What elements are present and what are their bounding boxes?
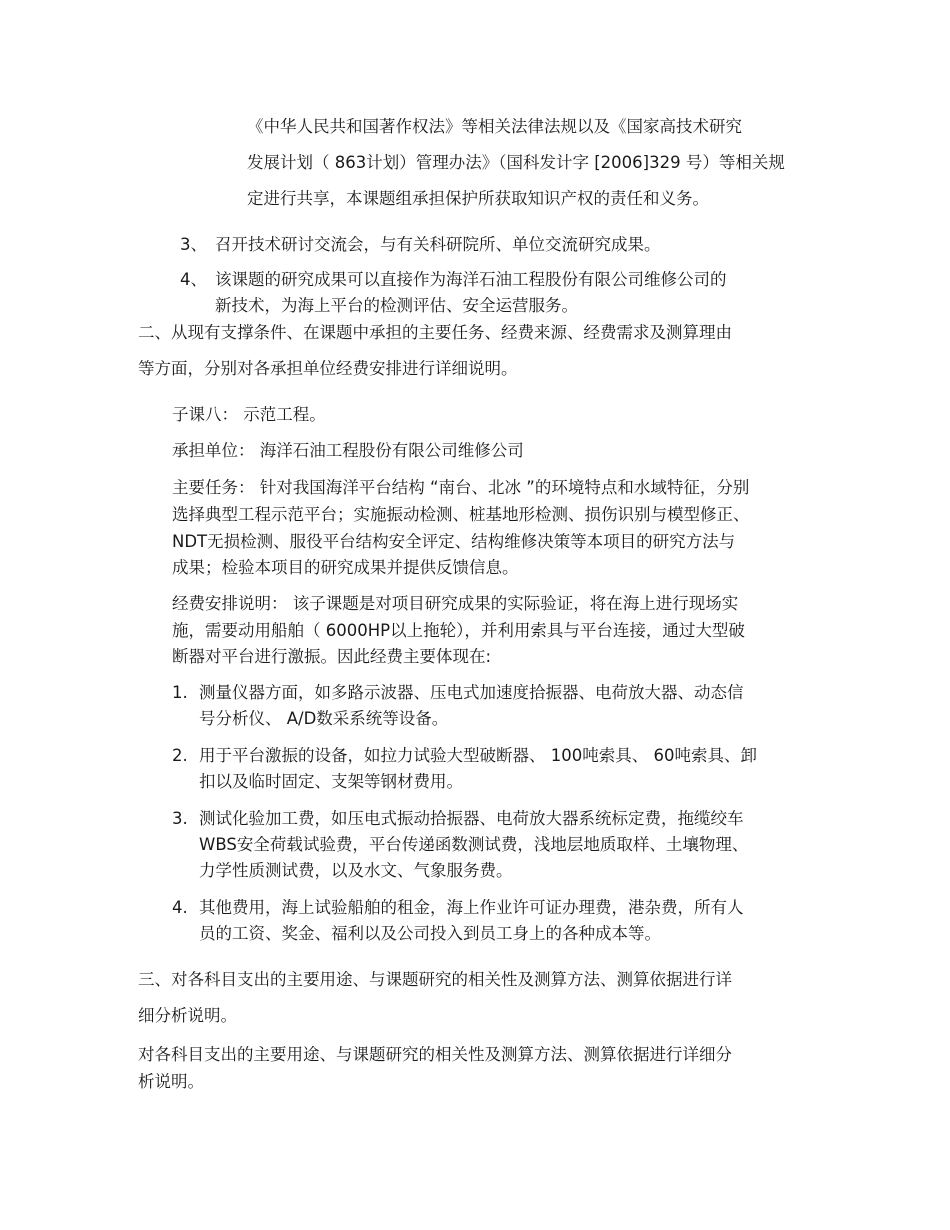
budget-item-text: 测量仪器方面，如多路示波器、压电式加速度拾振器、电荷放大器、动态信	[199, 683, 744, 702]
list-item-text: 新技术，为海上平台的检测评估、安全运营服务。	[215, 296, 578, 315]
sub-budget-line-3: 断器对平台进行激振。因此经费主要体现在:	[172, 647, 492, 666]
budget-item-text: 员的工资、奖金、福利以及公司投入到员工身上的各种成本等。	[199, 924, 661, 943]
list-item-text: 该课题的研究成果可以直接作为海洋石油工程股份有限公司维修公司的	[215, 270, 727, 289]
budget-item-number: 4.	[172, 898, 188, 917]
sub-tasks-line-1: 主要任务： 针对我国海洋平台结构 “南台、北冰 ”的环境特点和水域特征，分别	[172, 478, 750, 497]
budget-item-text: 力学性质测试费，以及水文、气象服务费。	[199, 861, 513, 880]
closing-line-2: 析说明。	[138, 1072, 204, 1091]
list-item-number: 4、	[180, 270, 207, 289]
section-3-line-2: 细分析说明。	[138, 1006, 237, 1025]
list-item-number: 3、	[180, 235, 207, 254]
section-2-line-1: 二、从现有支撑条件、在课题中承担的主要任务、经费来源、经费需求及测算理由	[138, 323, 732, 342]
budget-item-text: 其他费用，海上试验船舶的租金，海上作业许可证办理费，港杂费，所有人	[199, 898, 744, 917]
sub-budget-line-1: 经费安排说明： 该子课题是对项目研究成果的实际验证，将在海上进行现场实	[172, 594, 739, 613]
intro-line-2: 发展计划（ 863计划）管理办法》（国科发计字 [2006]329 号）等相关规	[247, 153, 785, 172]
budget-item-text: 号分析仪、 A/D数采系统等设备。	[199, 709, 449, 728]
closing-line-1: 对各科目支出的主要用途、与课题研究的相关性及测算方法、测算依据进行详细分	[138, 1045, 732, 1064]
intro-line-1: 《中华人民共和国著作权法》等相关法律法规以及《国家高技术研究	[247, 117, 742, 136]
budget-item-number: 3.	[172, 809, 188, 828]
intro-line-3: 定进行共享，本课题组承担保护所获取知识产权的责任和义务。	[247, 189, 709, 208]
sub-tasks-line-4: 成果；检验本项目的研究成果并提供反馈信息。	[172, 558, 519, 577]
budget-item-text: WBS安全荷载试验费，平台传递函数测试费，浅地层地质取样、土壤物理、	[199, 835, 749, 854]
budget-item-number: 1.	[172, 683, 188, 702]
budget-item-text: 测试化验加工费，如压电式振动拾振器、电荷放大器系统标定费，拖缆绞车	[199, 809, 744, 828]
sub-subject: 子课八： 示范工程。	[172, 405, 326, 424]
budget-item-text: 扣以及临时固定、支架等钢材费用。	[199, 772, 463, 791]
section-3-line-1: 三、对各科目支出的主要用途、与课题研究的相关性及测算方法、测算依据进行详	[138, 970, 732, 989]
sub-tasks-line-2: 选择典型工程示范平台；实施振动检测、桩基地形检测、损伤识别与模型修正、	[172, 505, 750, 524]
sub-budget-line-2: 施，需要动用船舶（ 6000HP以上拖轮），并利用索具与平台连接，通过大型破	[172, 621, 745, 640]
budget-item-text: 用于平台激振的设备，如拉力试验大型破断器、 100吨索具、 60吨索具、卸	[199, 746, 757, 765]
budget-item-number: 2.	[172, 746, 188, 765]
sub-unit: 承担单位： 海洋石油工程股份有限公司维修公司	[172, 441, 524, 460]
sub-tasks-line-3: NDT无损检测、服役平台结构安全评定、结构维修决策等本项目的研究方法与	[172, 532, 736, 551]
section-2-line-2: 等方面，分别对各承担单位经费安排进行详细说明。	[138, 359, 518, 378]
list-item-text: 召开技术研讨交流会，与有关科研院所、单位交流研究成果。	[215, 235, 661, 254]
